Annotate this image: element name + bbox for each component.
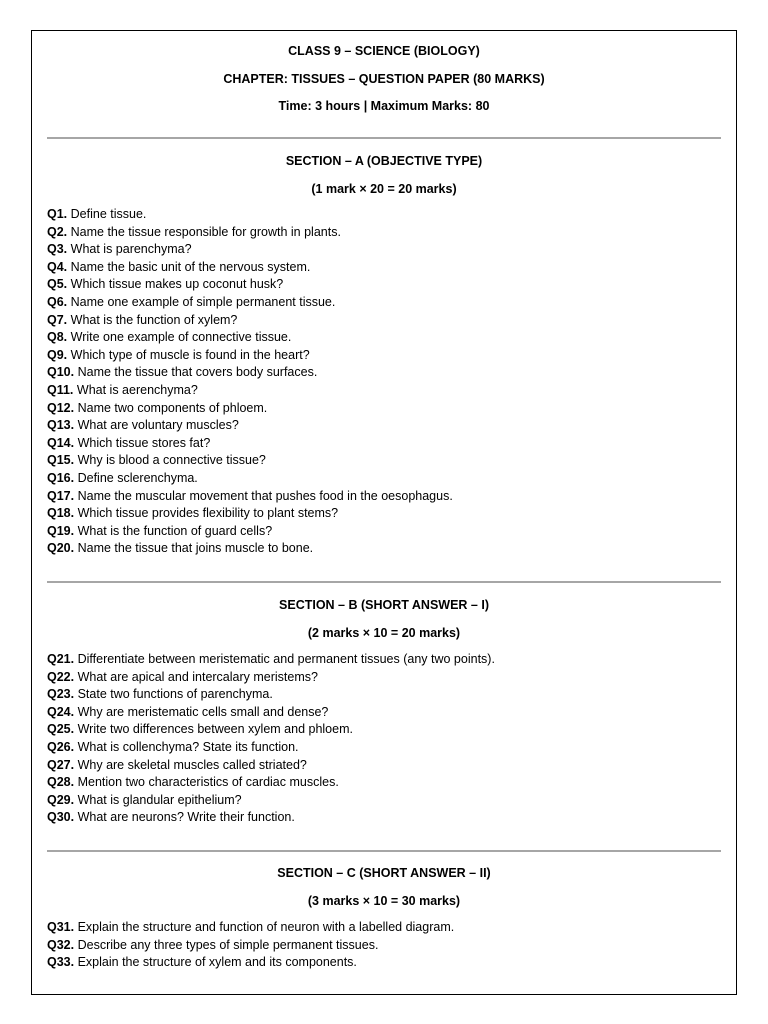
question-number: Q31. [47, 920, 75, 934]
time-line: Time: 3 hours | Maximum Marks: 80 [278, 99, 490, 113]
question-number: Q7. [47, 312, 68, 327]
question-number: Q21. [47, 652, 75, 666]
question-item [47, 329, 721, 347]
question-number: Q28. [47, 775, 75, 790]
question-item [47, 364, 721, 382]
question-number: Q19. [47, 523, 75, 538]
question-item [47, 505, 721, 523]
question-text: What is the function of xylem? [70, 312, 238, 327]
class-line: CLASS 9 – SCIENCE (BIOLOGY) [288, 44, 480, 58]
section-marks: (1 mark × 20 = 20 marks) [311, 182, 457, 196]
question-text: Define sclerenchyma. [77, 470, 198, 485]
question-text: What are apical and intercalary meristems? [77, 669, 318, 684]
question-text: Explain the structure of xylem and its components. [77, 955, 357, 970]
chapter-line: CHAPTER: TISSUES – QUESTION PAPER (80 MARKS) [223, 72, 545, 86]
question-number: Q29. [47, 792, 75, 807]
question-text: Describe any three types of simple permanent tissues. [77, 937, 379, 952]
question-number: Q24. [47, 704, 75, 719]
question-number: Q6. [47, 294, 68, 309]
question-item [47, 937, 721, 955]
question-text: What are neurons? Write their function. [77, 810, 295, 825]
question-number: Q8. [47, 330, 68, 345]
question-text: What is collenchyma? State its function. [77, 739, 299, 754]
question-text: Write two differences between xylem and phloem. [77, 722, 353, 737]
question-item [47, 452, 721, 470]
question-number: Q27. [47, 757, 75, 772]
question-item [47, 241, 721, 259]
question-number: Q32. [47, 937, 75, 952]
question-number: Q12. [47, 400, 75, 415]
question-text: Which tissue makes up coconut husk? [70, 277, 284, 292]
question-text: Why are meristematic cells small and dense? [77, 704, 329, 719]
divider [47, 137, 721, 139]
question-item [47, 739, 721, 757]
question-number: Q30. [47, 810, 75, 825]
question-item [47, 435, 721, 453]
question-item [47, 809, 721, 827]
question-text: Name the basic unit of the nervous system. [70, 259, 311, 274]
question-number: Q5. [47, 277, 68, 292]
question-number: Q25. [47, 722, 75, 737]
question-number: Q14. [47, 435, 75, 450]
question-item [47, 470, 721, 488]
question-item [47, 669, 721, 687]
question-text: Why are skeletal muscles called striated? [77, 757, 307, 772]
question-text: State two functions of parenchyma. [77, 687, 273, 702]
question-number: Q13. [47, 418, 75, 433]
question-item [47, 792, 721, 810]
question-item [47, 774, 721, 792]
question-item [47, 400, 721, 418]
question-number: Q15. [47, 453, 75, 468]
divider [47, 850, 721, 852]
question-text: Name the tissue that joins muscle to bone. [77, 541, 314, 556]
question-number: Q20. [47, 541, 75, 556]
question-text: Mention two characteristics of cardiac muscles. [77, 775, 339, 790]
question-item [47, 417, 721, 435]
question-text: Name the tissue responsible for growth in plants. [70, 224, 341, 239]
question-number: Q1. [47, 207, 68, 221]
section-marks: (3 marks × 10 = 30 marks) [307, 894, 461, 908]
question-number: Q9. [47, 347, 68, 362]
question-text: What are voluntary muscles? [77, 418, 239, 433]
question-number: Q4. [47, 259, 68, 274]
question-item [47, 757, 721, 775]
question-item [47, 523, 721, 541]
question-list [47, 206, 721, 558]
question-text: Name two components of phloem. [77, 400, 268, 415]
question-text: What is the function of guard cells? [77, 523, 273, 538]
question-paper-page [31, 30, 737, 995]
question-number: Q26. [47, 739, 75, 754]
question-item [47, 919, 721, 937]
question-text: Differentiate between meristematic and permanent tissues (any two points). [77, 652, 495, 666]
question-number: Q23. [47, 687, 75, 702]
question-text: What is glandular epithelium? [77, 792, 242, 807]
question-text: What is aerenchyma? [76, 382, 198, 397]
question-number: Q22. [47, 669, 75, 684]
question-item [47, 312, 721, 330]
question-item [47, 294, 721, 312]
question-item [47, 276, 721, 294]
question-item [47, 224, 721, 242]
question-number: Q11. [47, 382, 74, 397]
question-number: Q16. [47, 470, 75, 485]
question-item [47, 721, 721, 739]
question-item [47, 540, 721, 558]
section-title: SECTION – A (OBJECTIVE TYPE) [285, 154, 483, 168]
question-text: What is parenchyma? [70, 242, 192, 257]
question-number: Q33. [47, 955, 75, 970]
question-number: Q18. [47, 506, 75, 521]
question-item [47, 259, 721, 277]
question-item [47, 704, 721, 722]
section-title: SECTION – C (SHORT ANSWER – II) [277, 866, 491, 880]
question-item [47, 686, 721, 704]
question-number: Q10. [47, 365, 75, 380]
question-item [47, 347, 721, 365]
question-text: Define tissue. [70, 207, 147, 221]
section-title: SECTION – B (SHORT ANSWER – I) [279, 598, 489, 612]
question-item [47, 488, 721, 506]
question-number: Q2. [47, 224, 68, 239]
divider [47, 581, 721, 583]
question-text: Which type of muscle is found in the heart? [70, 347, 310, 362]
question-text: Name one example of simple permanent tissue. [70, 294, 336, 309]
question-number: Q17. [47, 488, 75, 503]
section-marks: (2 marks × 10 = 20 marks) [307, 626, 461, 640]
question-list [47, 919, 721, 972]
question-text: Name the muscular movement that pushes food in the oesophagus. [77, 488, 453, 503]
question-list [47, 651, 721, 827]
question-text: Name the tissue that covers body surfaces. [77, 365, 318, 380]
question-text: Which tissue stores fat? [77, 435, 211, 450]
question-number: Q3. [47, 242, 68, 257]
question-item [47, 382, 721, 400]
question-item [47, 954, 721, 972]
question-text: Why is blood a connective tissue? [77, 453, 266, 468]
question-text: Write one example of connective tissue. [70, 330, 292, 345]
question-text: Explain the structure and function of neuron with a labelled diagram. [77, 920, 455, 934]
question-item [47, 206, 721, 224]
question-text: Which tissue provides flexibility to plant stems? [77, 506, 339, 521]
question-item [47, 651, 721, 669]
